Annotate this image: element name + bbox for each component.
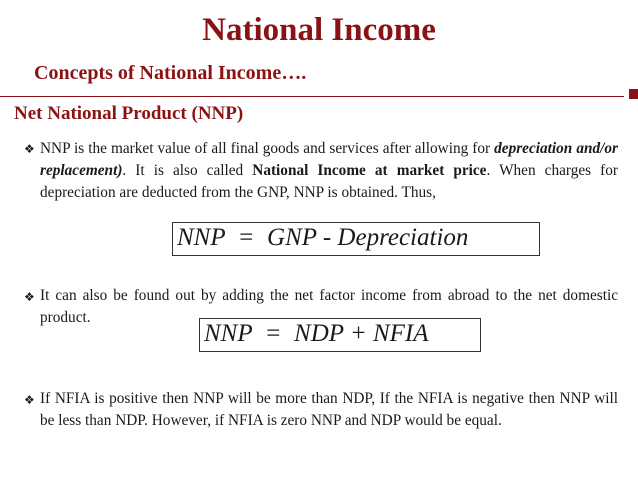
formula-nnp-nfia: NNP = NDP + NFIA	[199, 318, 481, 352]
bullet-paragraph-3: If NFIA is positive then NNP will be more than NDP, If the NFIA is negative then NNP will be less than NDP. However, if NFIA is zero NNP and NDP would be equal.	[40, 390, 618, 429]
bullet-1-bold-term: National Income at market price	[252, 162, 487, 179]
diamond-bullet-icon: ❖	[24, 393, 35, 407]
slide-subtitle: Concepts of National Income….	[34, 62, 307, 84]
divider-rule	[0, 96, 624, 97]
bullet-paragraph-2: It can also be found out by adding the net factor income from abroad to the net domestic product.	[40, 287, 618, 326]
formula-nnp-depreciation: NNP = GNP - Depreciation	[172, 222, 540, 256]
section-heading: Net National Product (NNP)	[14, 103, 244, 124]
bullet-1-text-b: . It is also called	[122, 162, 253, 179]
accent-bar	[629, 89, 638, 99]
bullet-1-text-a: NNP is the market value of all final goods and services after allowing for	[40, 140, 495, 157]
bullet-1-text-c: . When charges for depreciation are deducted from the GNP, NNP is obtained. Thus,	[40, 162, 618, 201]
diamond-bullet-icon: ❖	[24, 290, 35, 304]
page-title: National Income	[202, 12, 436, 48]
bullet-1-emphasis: depreciation and/or replacement)	[40, 140, 618, 179]
bullet-paragraph-1	[40, 138, 618, 204]
diamond-bullet-icon: ❖	[24, 142, 35, 156]
